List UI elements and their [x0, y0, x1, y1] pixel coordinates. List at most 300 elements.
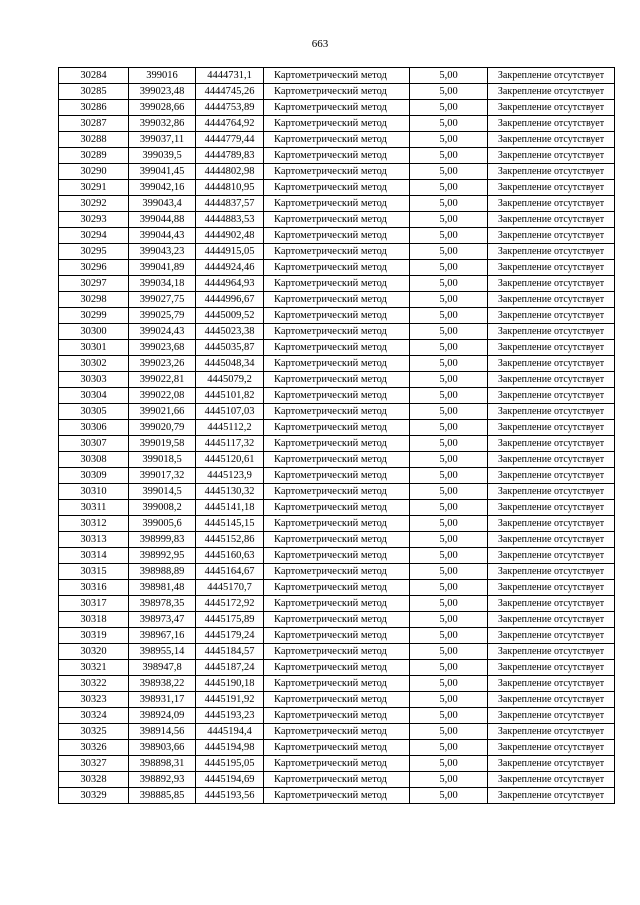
method-cell: Картометрический метод	[264, 132, 410, 148]
x-coordinate-cell: 398973,47	[129, 612, 196, 628]
accuracy-cell: 5,00	[410, 628, 488, 644]
coordinates-table-body	[59, 68, 615, 804]
method-cell: Картометрический метод	[264, 596, 410, 612]
method-cell: Картометрический метод	[264, 340, 410, 356]
point-number-cell: 30299	[59, 308, 129, 324]
fixing-description-cell: Закрепление отсутствует	[488, 724, 615, 740]
table-row	[59, 116, 615, 132]
y-coordinate-cell: 4445179,24	[196, 628, 264, 644]
y-coordinate-cell: 4444837,57	[196, 196, 264, 212]
y-coordinate-cell: 4445141,18	[196, 500, 264, 516]
table-row	[59, 468, 615, 484]
table-row	[59, 308, 615, 324]
x-coordinate-cell: 398978,35	[129, 596, 196, 612]
y-coordinate-cell: 4445023,38	[196, 324, 264, 340]
accuracy-cell: 5,00	[410, 132, 488, 148]
accuracy-cell: 5,00	[410, 436, 488, 452]
fixing-description-cell: Закрепление отсутствует	[488, 84, 615, 100]
point-number-cell: 30304	[59, 388, 129, 404]
accuracy-cell: 5,00	[410, 612, 488, 628]
method-cell: Картометрический метод	[264, 564, 410, 580]
table-row	[59, 164, 615, 180]
method-cell: Картометрический метод	[264, 548, 410, 564]
x-coordinate-cell: 398967,16	[129, 628, 196, 644]
fixing-description-cell: Закрепление отсутствует	[488, 292, 615, 308]
point-number-cell: 30329	[59, 788, 129, 804]
method-cell: Картометрический метод	[264, 420, 410, 436]
y-coordinate-cell: 4445184,57	[196, 644, 264, 660]
table-row	[59, 500, 615, 516]
x-coordinate-cell: 399020,79	[129, 420, 196, 436]
method-cell: Картометрический метод	[264, 724, 410, 740]
fixing-description-cell: Закрепление отсутствует	[488, 420, 615, 436]
y-coordinate-cell: 4444779,44	[196, 132, 264, 148]
y-coordinate-cell: 4445190,18	[196, 676, 264, 692]
accuracy-cell: 5,00	[410, 372, 488, 388]
accuracy-cell: 5,00	[410, 276, 488, 292]
x-coordinate-cell: 399017,32	[129, 468, 196, 484]
x-coordinate-cell: 398938,22	[129, 676, 196, 692]
fixing-description-cell: Закрепление отсутствует	[488, 564, 615, 580]
point-number-cell: 30328	[59, 772, 129, 788]
accuracy-cell: 5,00	[410, 676, 488, 692]
fixing-description-cell: Закрепление отсутствует	[488, 164, 615, 180]
accuracy-cell: 5,00	[410, 228, 488, 244]
y-coordinate-cell: 4445009,52	[196, 308, 264, 324]
fixing-description-cell: Закрепление отсутствует	[488, 676, 615, 692]
accuracy-cell: 5,00	[410, 724, 488, 740]
fixing-description-cell: Закрепление отсутствует	[488, 116, 615, 132]
point-number-cell: 30324	[59, 708, 129, 724]
accuracy-cell: 5,00	[410, 468, 488, 484]
fixing-description-cell: Закрепление отсутствует	[488, 372, 615, 388]
x-coordinate-cell: 399023,48	[129, 84, 196, 100]
fixing-description-cell: Закрепление отсутствует	[488, 68, 615, 84]
method-cell: Картометрический метод	[264, 468, 410, 484]
point-number-cell: 30310	[59, 484, 129, 500]
accuracy-cell: 5,00	[410, 580, 488, 596]
y-coordinate-cell: 4445172,92	[196, 596, 264, 612]
x-coordinate-cell: 399027,75	[129, 292, 196, 308]
point-number-cell: 30312	[59, 516, 129, 532]
x-coordinate-cell: 399005,6	[129, 516, 196, 532]
x-coordinate-cell: 399022,81	[129, 372, 196, 388]
x-coordinate-cell: 399021,66	[129, 404, 196, 420]
y-coordinate-cell: 4444764,92	[196, 116, 264, 132]
method-cell: Картометрический метод	[264, 84, 410, 100]
accuracy-cell: 5,00	[410, 308, 488, 324]
x-coordinate-cell: 399042,16	[129, 180, 196, 196]
point-number-cell: 30325	[59, 724, 129, 740]
x-coordinate-cell: 398992,95	[129, 548, 196, 564]
point-number-cell: 30298	[59, 292, 129, 308]
accuracy-cell: 5,00	[410, 596, 488, 612]
point-number-cell: 30320	[59, 644, 129, 660]
method-cell: Картометрический метод	[264, 276, 410, 292]
page-number: 663	[311, 38, 329, 50]
point-number-cell: 30317	[59, 596, 129, 612]
y-coordinate-cell: 4444996,67	[196, 292, 264, 308]
accuracy-cell: 5,00	[410, 644, 488, 660]
fixing-description-cell: Закрепление отсутствует	[488, 244, 615, 260]
table-row	[59, 196, 615, 212]
table-row	[59, 660, 615, 676]
point-number-cell: 30294	[59, 228, 129, 244]
point-number-cell: 30321	[59, 660, 129, 676]
table-row	[59, 148, 615, 164]
table-row	[59, 420, 615, 436]
y-coordinate-cell: 4444810,95	[196, 180, 264, 196]
fixing-description-cell: Закрепление отсутствует	[488, 340, 615, 356]
point-number-cell: 30290	[59, 164, 129, 180]
table-row	[59, 404, 615, 420]
point-number-cell: 30300	[59, 324, 129, 340]
method-cell: Картометрический метод	[264, 372, 410, 388]
accuracy-cell: 5,00	[410, 564, 488, 580]
table-row	[59, 740, 615, 756]
accuracy-cell: 5,00	[410, 324, 488, 340]
table-row	[59, 68, 615, 84]
fixing-description-cell: Закрепление отсутствует	[488, 356, 615, 372]
table-row	[59, 372, 615, 388]
point-number-cell: 30319	[59, 628, 129, 644]
fixing-description-cell: Закрепление отсутствует	[488, 660, 615, 676]
x-coordinate-cell: 399043,4	[129, 196, 196, 212]
accuracy-cell: 5,00	[410, 212, 488, 228]
method-cell: Картометрический метод	[264, 644, 410, 660]
x-coordinate-cell: 399008,2	[129, 500, 196, 516]
accuracy-cell: 5,00	[410, 740, 488, 756]
table-row	[59, 628, 615, 644]
fixing-description-cell: Закрепление отсутствует	[488, 772, 615, 788]
accuracy-cell: 5,00	[410, 500, 488, 516]
fixing-description-cell: Закрепление отсутствует	[488, 580, 615, 596]
x-coordinate-cell: 399044,88	[129, 212, 196, 228]
y-coordinate-cell: 4445123,9	[196, 468, 264, 484]
method-cell: Картометрический метод	[264, 196, 410, 212]
point-number-cell: 30308	[59, 452, 129, 468]
method-cell: Картометрический метод	[264, 740, 410, 756]
fixing-description-cell: Закрепление отсутствует	[488, 388, 615, 404]
x-coordinate-cell: 399016	[129, 68, 196, 84]
table-row	[59, 228, 615, 244]
x-coordinate-cell: 398999,83	[129, 532, 196, 548]
fixing-description-cell: Закрепление отсутствует	[488, 196, 615, 212]
fixing-description-cell: Закрепление отсутствует	[488, 548, 615, 564]
accuracy-cell: 5,00	[410, 244, 488, 260]
table-row	[59, 516, 615, 532]
x-coordinate-cell: 398955,14	[129, 644, 196, 660]
method-cell: Картометрический метод	[264, 292, 410, 308]
y-coordinate-cell: 4445120,61	[196, 452, 264, 468]
fixing-description-cell: Закрепление отсутствует	[488, 308, 615, 324]
table-row	[59, 724, 615, 740]
accuracy-cell: 5,00	[410, 68, 488, 84]
accuracy-cell: 5,00	[410, 388, 488, 404]
fixing-description-cell: Закрепление отсутствует	[488, 100, 615, 116]
fixing-description-cell: Закрепление отсутствует	[488, 276, 615, 292]
method-cell: Картометрический метод	[264, 148, 410, 164]
point-number-cell: 30284	[59, 68, 129, 84]
table-row	[59, 484, 615, 500]
accuracy-cell: 5,00	[410, 260, 488, 276]
table-row	[59, 436, 615, 452]
method-cell: Картометрический метод	[264, 68, 410, 84]
method-cell: Картометрический метод	[264, 612, 410, 628]
y-coordinate-cell: 4445191,92	[196, 692, 264, 708]
accuracy-cell: 5,00	[410, 532, 488, 548]
point-number-cell: 30303	[59, 372, 129, 388]
x-coordinate-cell: 398898,31	[129, 756, 196, 772]
coordinates-table	[58, 67, 615, 804]
method-cell: Картометрический метод	[264, 692, 410, 708]
table-row	[59, 100, 615, 116]
table-row	[59, 388, 615, 404]
fixing-description-cell: Закрепление отсутствует	[488, 212, 615, 228]
x-coordinate-cell: 398885,85	[129, 788, 196, 804]
fixing-description-cell: Закрепление отсутствует	[488, 740, 615, 756]
x-coordinate-cell: 398988,89	[129, 564, 196, 580]
method-cell: Картометрический метод	[264, 100, 410, 116]
point-number-cell: 30295	[59, 244, 129, 260]
method-cell: Картометрический метод	[264, 180, 410, 196]
accuracy-cell: 5,00	[410, 116, 488, 132]
method-cell: Картометрический метод	[264, 388, 410, 404]
table-row	[59, 244, 615, 260]
method-cell: Картометрический метод	[264, 788, 410, 804]
point-number-cell: 30301	[59, 340, 129, 356]
y-coordinate-cell: 4445117,32	[196, 436, 264, 452]
y-coordinate-cell: 4445193,56	[196, 788, 264, 804]
x-coordinate-cell: 399041,45	[129, 164, 196, 180]
point-number-cell: 30292	[59, 196, 129, 212]
fixing-description-cell: Закрепление отсутствует	[488, 260, 615, 276]
point-number-cell: 30327	[59, 756, 129, 772]
x-coordinate-cell: 399044,43	[129, 228, 196, 244]
x-coordinate-cell: 398947,8	[129, 660, 196, 676]
accuracy-cell: 5,00	[410, 660, 488, 676]
table-row	[59, 580, 615, 596]
x-coordinate-cell: 399039,5	[129, 148, 196, 164]
table-row	[59, 340, 615, 356]
y-coordinate-cell: 4445195,05	[196, 756, 264, 772]
y-coordinate-cell: 4444915,05	[196, 244, 264, 260]
point-number-cell: 30309	[59, 468, 129, 484]
table-row	[59, 260, 615, 276]
point-number-cell: 30302	[59, 356, 129, 372]
x-coordinate-cell: 399032,86	[129, 116, 196, 132]
point-number-cell: 30285	[59, 84, 129, 100]
fixing-description-cell: Закрепление отсутствует	[488, 324, 615, 340]
accuracy-cell: 5,00	[410, 548, 488, 564]
accuracy-cell: 5,00	[410, 756, 488, 772]
accuracy-cell: 5,00	[410, 708, 488, 724]
table-row	[59, 276, 615, 292]
point-number-cell: 30287	[59, 116, 129, 132]
y-coordinate-cell: 4445175,89	[196, 612, 264, 628]
accuracy-cell: 5,00	[410, 100, 488, 116]
method-cell: Картометрический метод	[264, 356, 410, 372]
accuracy-cell: 5,00	[410, 772, 488, 788]
y-coordinate-cell: 4444902,48	[196, 228, 264, 244]
table-row	[59, 532, 615, 548]
point-number-cell: 30291	[59, 180, 129, 196]
point-number-cell: 30307	[59, 436, 129, 452]
fixing-description-cell: Закрепление отсутствует	[488, 500, 615, 516]
y-coordinate-cell: 4444964,93	[196, 276, 264, 292]
x-coordinate-cell: 398981,48	[129, 580, 196, 596]
x-coordinate-cell: 399023,68	[129, 340, 196, 356]
fixing-description-cell: Закрепление отсутствует	[488, 228, 615, 244]
y-coordinate-cell: 4445194,4	[196, 724, 264, 740]
table-row	[59, 644, 615, 660]
table-row	[59, 84, 615, 100]
point-number-cell: 30318	[59, 612, 129, 628]
method-cell: Картометрический метод	[264, 244, 410, 260]
table-row	[59, 548, 615, 564]
x-coordinate-cell: 399018,5	[129, 452, 196, 468]
accuracy-cell: 5,00	[410, 484, 488, 500]
method-cell: Картометрический метод	[264, 660, 410, 676]
accuracy-cell: 5,00	[410, 356, 488, 372]
fixing-description-cell: Закрепление отсутствует	[488, 596, 615, 612]
fixing-description-cell: Закрепление отсутствует	[488, 612, 615, 628]
y-coordinate-cell: 4445048,34	[196, 356, 264, 372]
table-row	[59, 452, 615, 468]
table-row	[59, 180, 615, 196]
method-cell: Картометрический метод	[264, 500, 410, 516]
accuracy-cell: 5,00	[410, 404, 488, 420]
method-cell: Картометрический метод	[264, 164, 410, 180]
method-cell: Картометрический метод	[264, 212, 410, 228]
y-coordinate-cell: 4445194,98	[196, 740, 264, 756]
point-number-cell: 30306	[59, 420, 129, 436]
method-cell: Картометрический метод	[264, 756, 410, 772]
point-number-cell: 30288	[59, 132, 129, 148]
table-row	[59, 708, 615, 724]
y-coordinate-cell: 4445145,15	[196, 516, 264, 532]
fixing-description-cell: Закрепление отсутствует	[488, 516, 615, 532]
fixing-description-cell: Закрепление отсутствует	[488, 628, 615, 644]
fixing-description-cell: Закрепление отсутствует	[488, 756, 615, 772]
table-row	[59, 756, 615, 772]
point-number-cell: 30315	[59, 564, 129, 580]
fixing-description-cell: Закрепление отсутствует	[488, 452, 615, 468]
table-row	[59, 132, 615, 148]
y-coordinate-cell: 4445152,86	[196, 532, 264, 548]
x-coordinate-cell: 398914,56	[129, 724, 196, 740]
y-coordinate-cell: 4445187,24	[196, 660, 264, 676]
fixing-description-cell: Закрепление отсутствует	[488, 788, 615, 804]
y-coordinate-cell: 4445079,2	[196, 372, 264, 388]
fixing-description-cell: Закрепление отсутствует	[488, 692, 615, 708]
point-number-cell: 30305	[59, 404, 129, 420]
y-coordinate-cell: 4445101,82	[196, 388, 264, 404]
accuracy-cell: 5,00	[410, 292, 488, 308]
x-coordinate-cell: 399014,5	[129, 484, 196, 500]
x-coordinate-cell: 399034,18	[129, 276, 196, 292]
y-coordinate-cell: 4444731,1	[196, 68, 264, 84]
table-row	[59, 692, 615, 708]
fixing-description-cell: Закрепление отсутствует	[488, 404, 615, 420]
x-coordinate-cell: 399022,08	[129, 388, 196, 404]
point-number-cell: 30296	[59, 260, 129, 276]
method-cell: Картометрический метод	[264, 260, 410, 276]
method-cell: Картометрический метод	[264, 676, 410, 692]
table-row	[59, 676, 615, 692]
x-coordinate-cell: 399019,58	[129, 436, 196, 452]
y-coordinate-cell: 4444789,83	[196, 148, 264, 164]
accuracy-cell: 5,00	[410, 196, 488, 212]
x-coordinate-cell: 399024,43	[129, 324, 196, 340]
accuracy-cell: 5,00	[410, 164, 488, 180]
method-cell: Картометрический метод	[264, 228, 410, 244]
point-number-cell: 30323	[59, 692, 129, 708]
method-cell: Картометрический метод	[264, 452, 410, 468]
method-cell: Картометрический метод	[264, 404, 410, 420]
point-number-cell: 30313	[59, 532, 129, 548]
fixing-description-cell: Закрепление отсутствует	[488, 532, 615, 548]
y-coordinate-cell: 4444924,46	[196, 260, 264, 276]
method-cell: Картометрический метод	[264, 532, 410, 548]
method-cell: Картометрический метод	[264, 580, 410, 596]
y-coordinate-cell: 4445164,67	[196, 564, 264, 580]
y-coordinate-cell: 4445193,23	[196, 708, 264, 724]
point-number-cell: 30322	[59, 676, 129, 692]
point-number-cell: 30286	[59, 100, 129, 116]
fixing-description-cell: Закрепление отсутствует	[488, 148, 615, 164]
method-cell: Картометрический метод	[264, 436, 410, 452]
y-coordinate-cell: 4445107,03	[196, 404, 264, 420]
fixing-description-cell: Закрепление отсутствует	[488, 468, 615, 484]
y-coordinate-cell: 4444802,98	[196, 164, 264, 180]
x-coordinate-cell: 399023,26	[129, 356, 196, 372]
y-coordinate-cell: 4445112,2	[196, 420, 264, 436]
y-coordinate-cell: 4445170,7	[196, 580, 264, 596]
table-row	[59, 788, 615, 804]
x-coordinate-cell: 398931,17	[129, 692, 196, 708]
x-coordinate-cell: 399037,11	[129, 132, 196, 148]
table-row	[59, 324, 615, 340]
y-coordinate-cell: 4444745,26	[196, 84, 264, 100]
method-cell: Картометрический метод	[264, 708, 410, 724]
y-coordinate-cell: 4444753,89	[196, 100, 264, 116]
fixing-description-cell: Закрепление отсутствует	[488, 708, 615, 724]
fixing-description-cell: Закрепление отсутствует	[488, 132, 615, 148]
accuracy-cell: 5,00	[410, 692, 488, 708]
point-number-cell: 30311	[59, 500, 129, 516]
table-row	[59, 612, 615, 628]
y-coordinate-cell: 4445194,69	[196, 772, 264, 788]
fixing-description-cell: Закрепление отсутствует	[488, 484, 615, 500]
y-coordinate-cell: 4444883,53	[196, 212, 264, 228]
point-number-cell: 30326	[59, 740, 129, 756]
x-coordinate-cell: 399043,23	[129, 244, 196, 260]
x-coordinate-cell: 399025,79	[129, 308, 196, 324]
accuracy-cell: 5,00	[410, 148, 488, 164]
method-cell: Картометрический метод	[264, 628, 410, 644]
method-cell: Картометрический метод	[264, 484, 410, 500]
x-coordinate-cell: 398903,66	[129, 740, 196, 756]
method-cell: Картометрический метод	[264, 308, 410, 324]
x-coordinate-cell: 399028,66	[129, 100, 196, 116]
table-row	[59, 772, 615, 788]
point-number-cell: 30297	[59, 276, 129, 292]
accuracy-cell: 5,00	[410, 420, 488, 436]
point-number-cell: 30293	[59, 212, 129, 228]
y-coordinate-cell: 4445130,32	[196, 484, 264, 500]
method-cell: Картометрический метод	[264, 516, 410, 532]
